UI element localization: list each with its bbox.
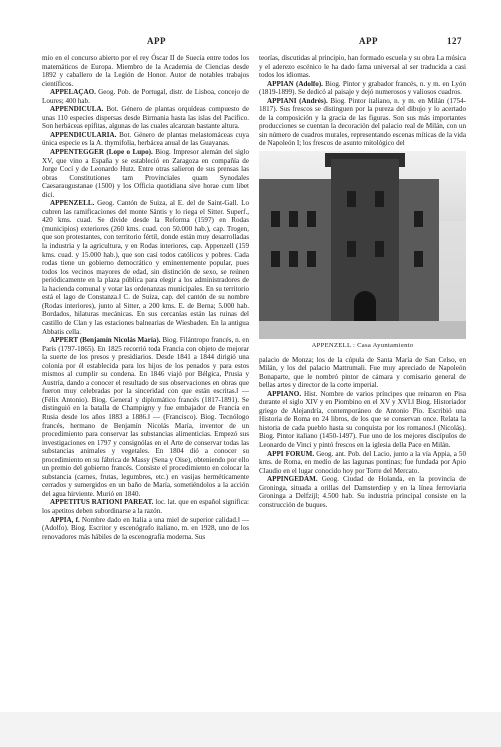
header-right-guide: APP bbox=[359, 36, 378, 46]
dictionary-entry bbox=[259, 450, 466, 476]
entry-text: Biog. Pintor y grabador francés, n. y m. en Lyón (1819-1899). Se dedicó al paisaje y dejó numerosos y valiosos cuadros. bbox=[259, 79, 467, 97]
entry-headword: APPIA, f. bbox=[50, 515, 80, 524]
dictionary-entry bbox=[42, 88, 249, 105]
entry-headword: APPINGEDAM. bbox=[267, 475, 318, 484]
entry-text: teorías, discutidas al principio, han formado escuela y su obra La música y el aderezo escénico le ha dado fama universal al ser traducida a casi todos los idiomas. bbox=[259, 54, 466, 80]
entry-text: palacio de Monza; los de la cúpula de Santa María de San Celso, en Milán, y los del palacio Mattrumali. Fue muy apreciado de Napoleón Bonaparte, que le nombró pintor de cámara y comisario general de bellas artes y director de la corte imperial. bbox=[259, 355, 466, 390]
dictionary-entry bbox=[42, 148, 249, 199]
header-left-guide: APP bbox=[147, 36, 166, 46]
entry-text: Geog. Cantón de Suiza, al E. del de Saint-Gall. Lo cubren las ramificaciones del monte Säntis y lo riega el Sitter. Superf., 420 kms. cuad. Se divide desde la Reforma (1597) en Rodas (municipios) exteriores (260 kms. cuad. con 50.000 hab.), cap. Trogen, que son protestantes, con territorio fértil, donde están muy desarrolladas la industria y la agricultura, y en Rodas interiores, cap. Appenzell (159 kms. cuad. y 15.000 hab.), que son casi todos católicos y pobres. Cada rodas tiene un gobierno democrático y eminentemente popular, pues todos los vecinos mayores de edad, sin distinción de sexo, se reúnen periódicamente en la plaza pública para elegir a los administradores de la hacienda comunal y votar las ordenanzas municipales. En su territorio está el lago de Constanza.‖ C. de Suiza, cap. del cantón de su nombre (Rodas interiores), junto al Sitter, a 200 kms. E. de Berna; 5.000 hab. Bordados, hilaturas mecánicas. En sus cercanías están las ruinas del castillo de Clan y las estaciones balnearias de Wiesbaden. En la antigua Abbatis cella. bbox=[42, 199, 249, 336]
entry-headword: APPIANO. bbox=[267, 389, 302, 398]
entry-text: Biog. Pintor italiano, n. y m. en Milán (1754-1817). Sus frescos se distinguen por la pureza del dibujo y lo acertado de la composición y la gracia de las figuras. Son sus más importantes producciones se cuentan la decoración del palacio real de Milán, con un sin número de cuadros murales, representando escenas míticas de la vida de Napoleón I; los frescos de asunto mitológico del bbox=[259, 96, 466, 148]
photo-window bbox=[307, 211, 316, 227]
photo-window bbox=[307, 251, 316, 267]
dictionary-entry bbox=[42, 498, 249, 515]
dictionary-entry bbox=[259, 97, 466, 148]
entry-text: Geog. Ciudad de Holanda, en la provincia de Groninga, situada a orillas del Damsterdiep y en la línea ferroviaria Groninga a Delfzijl; 4.500 hab. Su industria principal consiste en la construcción de buques. bbox=[259, 475, 466, 509]
dictionary-entry bbox=[42, 199, 249, 336]
dictionary-entry bbox=[259, 390, 466, 450]
dictionary-entry bbox=[42, 131, 249, 148]
photo-window bbox=[347, 191, 356, 207]
page-number: 127 bbox=[447, 36, 462, 46]
left-column bbox=[42, 54, 249, 541]
photo-window bbox=[271, 251, 280, 267]
dictionary-entry bbox=[42, 105, 249, 131]
dictionary-entry bbox=[259, 356, 466, 390]
entry-text: Geog. Pob. de Portugal, distr. de Lisboa, concejo de Loures; 400 hab. bbox=[42, 88, 249, 105]
entry-text: Geog. ant. Pob. del Lacio, junto a la vía Appia, a 50 kms. de Roma, en medio de las lagunas pontinas; fue fundada por Apio Claudio en el lugar conocido hoy por Torre del Mercato. bbox=[259, 449, 466, 475]
entry-text: Bot. Género de plantas orquídeas compuesto de unas 110 especies dispersas desde Birmania hasta las islas del Pacífico. Son herbáceas epífitas, algunas de las cuales alcanzan bastante altura. bbox=[42, 105, 249, 131]
entry-text: Biog. Impresor alemán del siglo XV, que vino a España y se estableció en Zaragoza en compañía de Jorge Cocí y de Leonardo Hutz. Entre otras salieron de sus prensas las obras Constitutiones tam Provinciales quam Synodales Caesaraugustanae (1500) y los Officia quotidiana sive horae cum libet dici. bbox=[42, 148, 249, 199]
dictionary-entry bbox=[42, 516, 249, 542]
right-column bbox=[259, 54, 466, 509]
entry-text: loc. lat. que en español significa: los apetitos deben subordinarse a la razón. bbox=[42, 498, 249, 515]
entry-text: Bot. Género de plantas melastomáceas cuya única especie es la A. thymifolia, herbácea anual de las Guayanas. bbox=[42, 130, 249, 148]
dictionary-page bbox=[42, 28, 467, 722]
photo-window bbox=[347, 241, 356, 257]
photo-window bbox=[289, 251, 298, 267]
entry-headword: APPERT (Benjamín Nicolás María). bbox=[50, 336, 161, 345]
page-footer bbox=[0, 712, 501, 747]
photo-window bbox=[289, 211, 298, 227]
entry-text: Biog. Filántropo francés, n. en París (1797-1865). En 1825 recorrió toda Francia con objeto de mejorar la suerte de los presos y presidiarios. Desde 1841 a 1844 dirigió una colonia por él establecida para los hijos de los penados y para estos mismos al cumplir su condena. En 1846 viajó por Bélgica, Prusia y Austria, dando a conocer el resultado de sus observaciones en obras que fueron muy celebradas por la sinceridad con que están escritas.‖ — (Félix Antonio). Biog. General y diplomático francés (1817-1891). Se distinguió en la batalla de Champigny y fue embajador de Francia en Rusia desde los años 1883 a 1886.‖ — (Francisco). Biog. Tecnólogo francés, hermano de Benjamín Nicolás María, inventor de un procedimiento para conservar las substancias alimenticias. Empezó sus investigaciones en 1797 y consignólas en el Arte de conservar todas las substancias animales y vegetales. En 1804 dió a conocer su procedimiento en su fábrica de Massy (Sena y Oise), obteniendo por ello un premio del gobierno francés. Consiste el procedimiento en colocar la substancia (carnes, frutas, legumbres, etc.) en vasijas herméticamente cerrados y sumergidos en un baño de María, sometiéndolos a la acción del agua hirviente. Murió en 1840. bbox=[42, 336, 249, 498]
dictionary-entry bbox=[42, 54, 249, 88]
entry-headword: APPI FORUM. bbox=[267, 449, 315, 458]
entry-headword: APPENDICULA. bbox=[50, 105, 104, 114]
photo-window bbox=[414, 251, 423, 267]
entry-headword: APPIAN (Adolfo). bbox=[267, 79, 323, 88]
photo-window bbox=[375, 241, 384, 257]
entry-text: Hist. Nombre de varios príncipes que reinaron en Pisa durante el siglo XIV y en Piombino en el XV y XVI.‖ Biog. Historiador griego de Alejandría, contemporáneo de Antonio Pío. Escribió una Historia de Roma en 24 libros, de los que se conservan once. Relata la historia de cada pueblo hasta su conquista por los romanos.‖ (Nicolás). Biog. Pintor italiano (1450-1497). Fue uno de los mejores discípulos de Leonardo de Vinci y pintó frescos en la iglesia della Pace en Milán. bbox=[259, 389, 466, 450]
dictionary-entry bbox=[259, 475, 466, 509]
entry-headword: APPENZELL. bbox=[50, 199, 95, 208]
dictionary-entry bbox=[259, 54, 466, 80]
entry-headword: APPETITUS RATIONI PAREAT. bbox=[50, 498, 154, 507]
entry-headword: APPELAÇAO. bbox=[50, 88, 96, 97]
photo-window bbox=[375, 191, 384, 207]
photo-street bbox=[259, 321, 466, 339]
entry-headword: APPENDICULARIA. bbox=[50, 130, 117, 139]
entry-headword: APPIANI (Andrés). bbox=[267, 96, 328, 105]
page-header bbox=[42, 36, 462, 50]
dictionary-entry bbox=[259, 80, 466, 97]
photo-window bbox=[414, 211, 423, 227]
entry-text: Nombre dado en Italia a una miel de superior calidad.‖ — (Adolfo). Biog. Escritor y escenógrafo italiano, m. en 1928, uno de los renovadores más hábiles de la escenografía moderna. Sus bbox=[42, 515, 249, 541]
right-column-bottom bbox=[259, 356, 466, 510]
entry-text: mio en el concurso abierto por el rey Óscar II de Suecia entre todos los matemáticos de Europa. Miembro de la Academia de Ciencias desde 1892 y caballero de la Legión de Honor. Autor de notables trabajos científicos. bbox=[42, 54, 249, 88]
entry-headword: APPENTEGGER (Lope o Lupo). bbox=[50, 148, 153, 157]
town-hall-photo bbox=[259, 151, 466, 339]
right-column-top bbox=[259, 54, 466, 148]
photo-window bbox=[271, 211, 280, 227]
dictionary-entry bbox=[42, 336, 249, 498]
photo-caption: APPENZELL : Casa Ayuntamiento bbox=[311, 342, 414, 350]
